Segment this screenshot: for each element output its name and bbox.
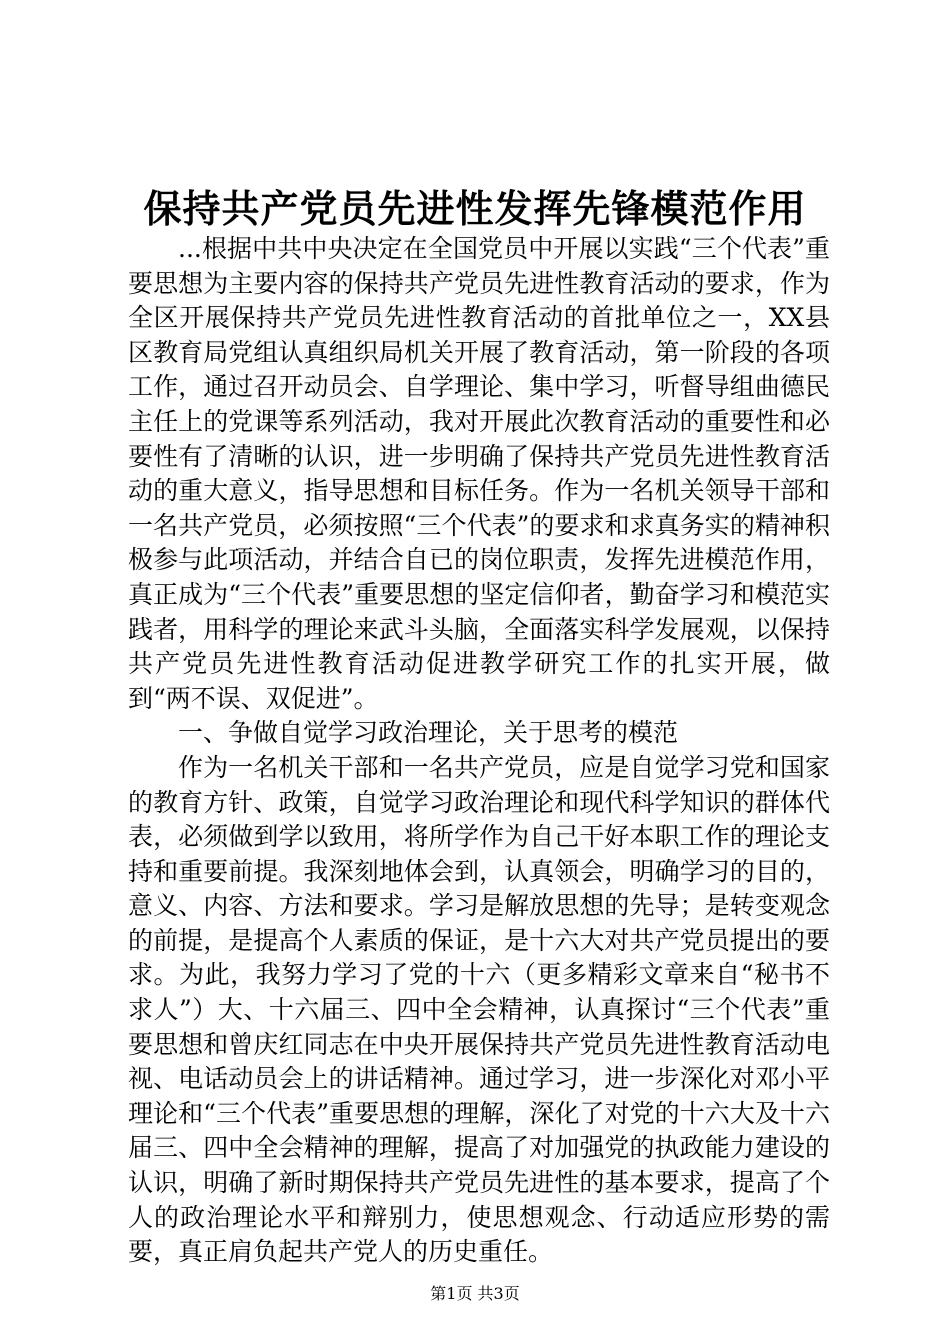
paragraph-intro: ...根据中共中央决定在全国党员中开展以实践“三个代表”重要思想为主要内容的保持共产党员先进性教育活动的要求，作为全区开展保持共产党员先进性教育活动的首批单位之一，XX县区教育局党组认真组织局机关开展了教育活动，第一阶段的各项工作，通过召开动员会、自学理论、集中学习，听督导组曲德民主任上的党课等系列活动，我对开展此次教育活动的重要性和必要性有了清晰的认识，进一步明确了保持共产党员先进性教育活动的重大意义，指导思想和目标任务。作为一名机关领导干部和一名共产党员，必须按照“三个代表”的要求和求真务实的精神积极参与此项活动，并结合自已的岗位职责，发挥先进模范作用，真正成为“三个代表”重要思想的坚定信仰者，勤奋学习和模范实践者，用科学的理论来武斗头脑，全面落实科学发展观，以保持共产党员先进性教育活动促进教学研究工作的扎实开展，做到“两不误、双促进”。	[128, 234, 830, 713]
page-footer: 第1页 共3页	[430, 1284, 520, 1303]
paragraph-section-1: 作为一名机关干部和一名共产党员，应是自觉学习党和国家的教育方针、政策，自觉学习政治理论和现代科学知识的群体代表，必须做到学以致用，将所学作为自己干好本职工作的理论支持和重要前提。我深刻地体会到，认真领会，明确学习的目的，意义、内容、方法和要求。学习是解放思想的先导；是转变观念的前提，是提高个人素质的保证，是十六大对共产党员提出的要求。为此，我努力学习了党的十六（更多精彩文章来自“秘书不求人”）大、十六届三、四中全会精神，认真探讨“三个代表”重要思想和曾庆红同志在中央开展保持共产党员先进性教育活动电视、电话动员会上的讲话精神。通过学习，进一步深化对邓小平理论和“三个代表”重要思想的理解，深化了对党的十六大及十六届三、四中全会精神的理解，提高了对加强党的执政能力建设的认识，明确了新时期保持共产党员先进性的基本要求，提高了个人的政治理论水平和辩别力，使思想观念、行动适应形势的需要，真正肩负起共产党人的历史重任。	[128, 752, 830, 1267]
section-heading-1: 一、争做自觉学习政治理论，关于思考的模范	[178, 718, 679, 748]
document-title: 保持共产党员先进性发挥先锋模范作用	[143, 186, 807, 231]
document-body	[128, 232, 830, 1270]
